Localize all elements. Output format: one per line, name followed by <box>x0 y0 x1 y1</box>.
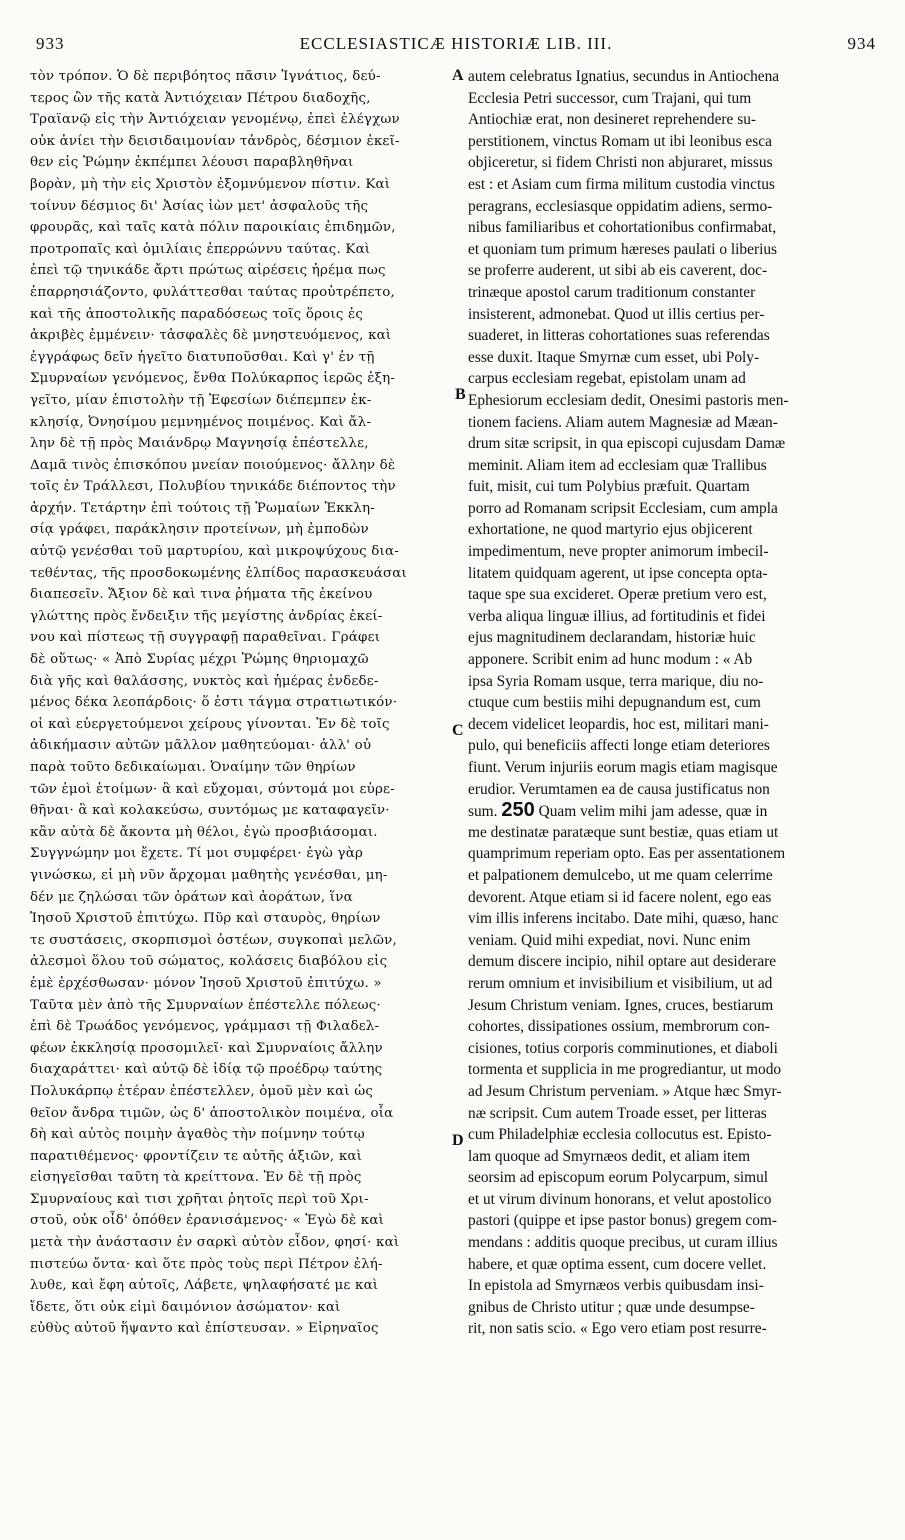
margin-marker-a: A <box>452 67 464 84</box>
latin-line: Ecclesia Petri successor, cum Trajani, qui tum <box>468 89 752 107</box>
greek-line: θεν εἰς Ῥώμην ἐκπέμπει λέουσι παραβληθῆναι <box>30 155 354 171</box>
running-title: ECCLESIASTICÆ HISTORIÆ LIB. III. <box>299 34 613 53</box>
greek-line: Ταῦτα μὲν ἀπὸ τῆς Σμυρναίων ἐπέστελλε πόλεως· <box>30 997 381 1013</box>
latin-line: Antiochiæ erat, non desineret reprehendere su- <box>468 111 757 129</box>
greek-line: ἀκριβὲς ἐμμένειν· τἀσφαλὲς δὲ μνηστευόμενος, καὶ <box>30 328 392 344</box>
latin-line: me destinatæ paratæque sunt bestiæ, quas etiam ut <box>468 823 779 841</box>
greek-line: θῆναι· ἃ καὶ κολακεύσω, συντόμως με καταφαγεῖν· <box>30 803 390 819</box>
greek-line: βορὰν, μὴ τὴν εἰς Χριστὸν ἐξομνύμενον πίστιν. Καὶ <box>30 176 391 192</box>
greek-line: δὲ οὕτως· « Ἀπὸ Συρίας μέχρι Ῥώμης θηριομαχῶ <box>30 652 369 668</box>
greek-line: τὸν τρόπον. Ὁ δὲ περιβόητος πᾶσιν Ἰγνάτιος, δεύ- <box>30 69 381 84</box>
greek-line: πιστεύω ὄντα· καὶ ὅτε πρὸς τοὺς περὶ Πέτρον ἐλή- <box>30 1256 383 1272</box>
section-number: 250 <box>501 800 535 822</box>
greek-line: ἴδετε, ὅτι οὐκ εἰμὶ δαιμόνιον ἀσώματον· καὶ <box>30 1299 341 1315</box>
greek-line: μετὰ τὴν ἀνάστασιν ἐν σαρκὶ αὐτὸν εἶδον, φησί· καὶ <box>30 1235 400 1251</box>
greek-line: μένος δέκα λεοπάρδοις· ὅ ἐστι τάγμα στρατιωτικόν· <box>30 695 398 711</box>
latin-line: habere, et quæ optima essent, cum docere vellet. <box>468 1255 767 1273</box>
latin-line: taque spe sua excideret. Operæ pretium vero est, <box>468 586 767 604</box>
greek-line: ἀλεσμοὶ ὅλου τοῦ σώματος, κολάσεις διαβόλου εἰς <box>30 954 388 970</box>
latin-line: næ scripsit. Cum autem Troade esset, per litteras <box>468 1104 767 1122</box>
latin-line: peragrans, ecclesiasque oppidatim adiens, sermo- <box>468 197 773 215</box>
greek-line: νου καὶ πίστεως τῇ συγγραφῇ παραθεῖναι. Γράφει <box>30 630 381 646</box>
latin-line: cum Philadelphiæ ecclesia collocutus est. Episto- <box>468 1126 772 1144</box>
greek-line: Δαμᾶ τινὸς ἐπισκόπου μνείαν ποιούμενος· ἄλλην δὲ <box>30 457 396 473</box>
page-number-left: 933 <box>36 34 65 53</box>
latin-line: vim illis inferens incitabo. Date mihi, quæso, hanc <box>468 910 779 928</box>
greek-line: ἀδικήμασιν αὐτῶν μᾶλλον μαθητεύομαι· ἀλλ' οὐ <box>30 738 372 754</box>
latin-line: porro ad Romanam scripsit Ecclesiam, cum ampla <box>468 499 778 517</box>
latin-line: insisterent, admonebat. Quod ut illis certius per- <box>468 305 765 323</box>
margin-marker-b: B <box>455 386 466 403</box>
latin-line: tionem faciens. Aliam autem Magnesiæ ad Mæan- <box>468 413 778 431</box>
latin-line: Ephesiorum ecclesiam dedit, Onesimi pastoris men- <box>468 391 789 409</box>
greek-text-column <box>30 66 448 1340</box>
greek-line: προτροπαῖς καὶ ὁμιλίαις ἐπερρώννυ ταύτας. Καὶ <box>30 241 371 257</box>
latin-line: et quoniam tum primum hæreses paulati o liberius <box>468 240 778 258</box>
latin-line: est : et Asiam cum firma militum custodia vinctus <box>468 175 775 193</box>
greek-line: παρὰ τοῦτο δεδικαίωμαι. Ὀναίμην τῶν θηρίων <box>30 760 356 775</box>
latin-line: suaderet, in litteras cohortationes suas referendas <box>468 327 770 345</box>
greek-line: σίᾳ γράφει, παράκλησιν προτείνων, μὴ ἐμποδὼν <box>30 522 369 538</box>
latin-line: litatem quidquam agerent, ut ipse concepta opta- <box>468 564 768 582</box>
greek-line: τε συστάσεις, σκορπισμοὶ ὀστέων, συγκοπαὶ μελῶν, <box>30 932 397 948</box>
greek-line: ἀρχήν. Τετάρτην ἐπὶ τούτοις τῇ Ῥωμαίων Ἐκκλη- <box>30 500 375 516</box>
greek-line: λην δὲ τῇ πρὸς Μαιάνδρῳ Μαγνησίᾳ ἐπέστελλε, <box>30 436 369 452</box>
greek-line: λυθε, καὶ ἔφη αὐτοῖς, Λάβετε, ψηλαφήσατέ με καὶ <box>30 1278 379 1294</box>
latin-line: fiunt. Verum injuriis eorum magis etiam magisque <box>468 759 778 776</box>
greek-line: διαπεσεῖν. Ἄξιον δὲ καὶ τινα ῥήματα τῆς ἐκείνου <box>30 587 373 603</box>
greek-line: τοίνυν δέσμιος δι' Ἀσίας ἰὼν μετ' ἀσφαλοῦς τῆς <box>30 198 369 214</box>
greek-line: τοῖς ἐν Τράλλεσι, Πολυβίου τηνικάδε διέποντος τὴν <box>30 479 396 495</box>
greek-line: οὐκ ἀνίει τὴν δεισιδαιμονίαν τἀνδρὸς, δέσμιον ἐκεῖ- <box>30 133 400 149</box>
latin-line: erudior. Verumtamen ea de causa justificatus non <box>468 780 770 798</box>
greek-line: εὐθὺς αὐτοῦ ἥψαντο καὶ ἐπίστευσαν. » Εἰρηναῖος <box>30 1321 379 1337</box>
greek-line: τερος ὢν τῆς κατὰ Ἀντιόχειαν Πέτρου διαδοχῆς, <box>30 90 371 106</box>
latin-line: et palpationem demulcebo, ut me quam celerrime <box>468 866 773 884</box>
latin-line: quamprimum reperiam opto. Eas per assentationem <box>468 845 786 863</box>
greek-line: φέων ἐκκλησίᾳ προσομιλεῖ· καὶ Σμυρναίοις ἄλλην <box>30 1040 383 1056</box>
greek-line: Τραϊανῷ εἰς τὴν Ἀντιόχειαν γενομένῳ, ἐπεὶ ἐλέγχων <box>30 112 400 128</box>
greek-line: δέν με ζηλώσαι τῶν ὁράτων καὶ ἀοράτων, ἵνα <box>30 889 353 905</box>
greek-line: οἱ καὶ εὐεργετούμενοι χείρους γίνονται. Ἐν δὲ τοῖς <box>30 716 390 732</box>
greek-line: Πολυκάρπῳ ἑτέραν ἐπέστελλεν, ὁμοῦ μὲν καὶ ὡς <box>30 1083 374 1099</box>
greek-line: ἐμὲ ἐρχέσθωσαν· μόνον Ἰησοῦ Χριστοῦ ἐπιτύχω. » <box>30 975 382 991</box>
latin-text-column <box>468 66 878 1340</box>
latin-line-text: Quam velim mihi jam adesse, quæ in <box>538 803 768 821</box>
latin-line: lam quoque ad Smyrnæos dedit, et aliam item <box>468 1147 751 1165</box>
latin-line: rit, non satis scio. « Ego vero etiam post resurre- <box>468 1320 767 1338</box>
greek-line: γινώσκω, εἰ μὴ νῦν ἄρχομαι μαθητὴς γενέσθαι, μη- <box>30 867 388 883</box>
latin-line: cisiones, totius corporis comminutiones, et diaboli <box>468 1039 778 1057</box>
greek-line: διαχαράττει· καὶ αὐτῷ δὲ ἰδίᾳ τῷ προέδρῳ ταύτης <box>30 1062 383 1078</box>
greek-line: εἰσηγεῖσθαι ταῦτη τὰ κρείττονα. Ἐν δὲ τῇ πρὸς <box>30 1170 362 1186</box>
latin-line: apponere. Scribit enim ad hunc modum : « Ab <box>468 651 753 669</box>
greek-line: ἐγγράφως δεῖν ἡγεῖτο διατυποῦσθαι. Καὶ γ' ἐν τῇ <box>30 349 375 365</box>
latin-line: autem celebratus Ignatius, secundus in Antiochena <box>468 68 780 85</box>
latin-line: tormenta et supplicia in me progrediantur, ut modo <box>468 1061 782 1079</box>
latin-line: fuit, misit, cui tum Polybius præfuit. Quartam <box>468 478 750 496</box>
latin-line: exhortatione, ne quod martyrio ejus objicerent <box>468 521 753 539</box>
greek-line: τεθέντας, τῆς προσδοκωμένης ἐλπίδος παρασκευάσαι <box>30 565 408 581</box>
latin-line: ipsa Syria Romam usque, terra marique, diu no- <box>468 672 764 690</box>
latin-line: mendans : additis quoque precibus, ut curam illius <box>468 1234 778 1252</box>
latin-line: ejus magnitudinem declarandam, historiæ huic <box>468 629 756 647</box>
latin-line: carpus ecclesiam regebat, epistolam unam ad <box>468 370 746 388</box>
greek-line: κλησίᾳ, Ὀνησίμου μεμνημένος ποιμένος. Καὶ ἄλ- <box>30 414 372 430</box>
margin-marker-d: D <box>452 1132 464 1149</box>
greek-line: θεῖον ἄνδρα τιμῶν, ὡς δ' ἀποστολικὸν ποιμένα, οἷα <box>30 1105 394 1121</box>
latin-line: perstitionem, vinctus Romam ut ibi leonibus esca <box>468 132 772 150</box>
latin-line: rerum omnium et invisibilium et visibilium, ut ad <box>468 974 773 992</box>
greek-line: φρουρᾶς, καὶ ταῖς κατὰ πόλιν παροικίαις ἐπιδημῶν, <box>30 220 396 236</box>
greek-line: ἐπαρρησιάζοντο, φυλάττεσθαι ταύτας προὐτρέπετο, <box>30 284 395 300</box>
latin-line: gnibus de Christo utitur ; quæ unde desumpse- <box>468 1298 755 1316</box>
greek-line: γεῖτο, μίαν ἐπιστολὴν τῇ Ἐφεσίων διέπεμπεν ἐκ- <box>30 392 372 408</box>
running-header <box>36 34 876 58</box>
greek-line: Συγγνώμην μοι ἔχετε. Τί μοι συμφέρει· ἐγὼ γὰρ <box>30 846 364 862</box>
greek-line: στοῦ, οὐκ οἶδ' ὁπόθεν ἐρανισάμενος· « Ἐγὼ δὲ καὶ <box>30 1213 385 1229</box>
latin-line: impedimentum, neve propter animorum imbecil- <box>468 543 769 561</box>
latin-line: pulo, qui beneficiis affecti longe etiam deteriores <box>468 737 770 755</box>
latin-line: drum sitæ scripsit, in qua episcopi cujusdam Damæ <box>468 435 786 453</box>
greek-line: Σμυρναίους καὶ τισι χρῆται ῥητοῖς περὶ τοῦ Χρι- <box>30 1191 369 1207</box>
latin-line: nibus familiaribus et cohortationibus confirmabat, <box>468 219 777 237</box>
margin-marker-c: C <box>452 722 464 739</box>
latin-line: seorsim ad episcopum eorum Polycarpum, simul <box>468 1169 769 1187</box>
latin-line: trinæque apostol carum traditionum constanter <box>468 283 756 301</box>
greek-line: κἂν αὐτὰ δὲ ἄκοντα μὴ θέλοι, ἐγὼ προσβιάσομαι. <box>30 824 378 840</box>
latin-sum-prefix: sum. <box>468 803 498 821</box>
latin-line: objiceretur, si fidem Christi non abjuraret, missus <box>468 154 773 172</box>
latin-line: ctuque cum bestiis mihi depugnandum est, cum <box>468 694 761 712</box>
greek-line: ἐπὶ δὲ Τρωάδος γενόμενος, γράμμασι τῇ Φιλαδελ- <box>30 1019 380 1035</box>
latin-line: devorent. Atque etiam si id facere nolent, ego eas <box>468 888 772 906</box>
greek-line: Ἰησοῦ Χριστοῦ ἐπιτύχω. Πῦρ καὶ σταυρὸς, θηρίων <box>30 911 381 927</box>
greek-line: Σμυρναίων γενόμενος, ἔνθα Πολύκαρπος ἱερῶς ἐξη- <box>30 371 396 387</box>
latin-line: decem videlicet leopardis, hoc est, militari mani- <box>468 715 769 733</box>
latin-line-with-section-number <box>468 800 878 822</box>
latin-line: veniam. Quid mihi expediat, novi. Nunc enim <box>468 931 751 949</box>
page-number-right: 934 <box>847 34 876 53</box>
latin-line: verba aliqua linguæ illius, ad fortitudinis et fidei <box>468 607 766 625</box>
latin-line: cohortes, dissipationes ossium, membrorum con- <box>468 1018 770 1036</box>
latin-line: se proferre auderent, ut sibi ab eis caverent, doc- <box>468 262 768 280</box>
greek-line: δὴ καὶ αὐτὸς ποιμὴν ἀγαθὸς τὴν ποίμνην τούτῳ <box>30 1127 365 1143</box>
greek-line: τῶν ἐμοὶ ἑτοίμων· ἃ καὶ εὔχομαι, σύντομά μοι εὑρε- <box>30 781 395 797</box>
greek-line: παρατιθέμενος· φροντίζειν τε αὐτῆς ἀξιῶν, καὶ <box>30 1148 363 1164</box>
greek-line: καὶ τῆς ἀποστολικῆς παραδόσεως τοῖς ὅροις ἐς <box>30 306 364 322</box>
latin-line: et ut virum divinum honorans, et velut apostolico <box>468 1190 772 1208</box>
latin-line: esse duxit. Itaque Smyrnæ cum esset, ubi Poly- <box>468 348 760 366</box>
latin-line: demum discere incipio, nihil optare aut desiderare <box>468 953 777 971</box>
latin-line: In epistola ad Smyrnæos verbis quibusdam insi- <box>468 1277 764 1295</box>
greek-line: αὐτῷ γενέσθαι τοῦ μαρτυρίου, καὶ μικροψύχους δια- <box>30 544 399 560</box>
latin-line: meminit. Aliam item ad ecclesiam quæ Trallibus <box>468 456 767 474</box>
greek-line: ἐπεὶ τῷ τηνικάδε ἄρτι πρώτως αἱρέσεις ἠρέμα πως <box>30 263 386 279</box>
latin-line: pastori (quippe et ipse pastor bonus) gregem com- <box>468 1212 778 1230</box>
greek-line: διὰ γῆς καὶ θαλάσσης, νυκτὸς καὶ ἡμέρας ἐνδεδε- <box>30 673 379 689</box>
greek-line: γλώττης πρὸς ἔνδειξιν τῆς μεγίστης ἀνδρίας ἐκεί- <box>30 608 383 624</box>
latin-line: ad Jesum Christum perveniam. » Atque hæc Smyr- <box>468 1082 782 1100</box>
latin-line: Jesum Christum veniam. Ignes, cruces, bestiarum <box>468 996 774 1014</box>
